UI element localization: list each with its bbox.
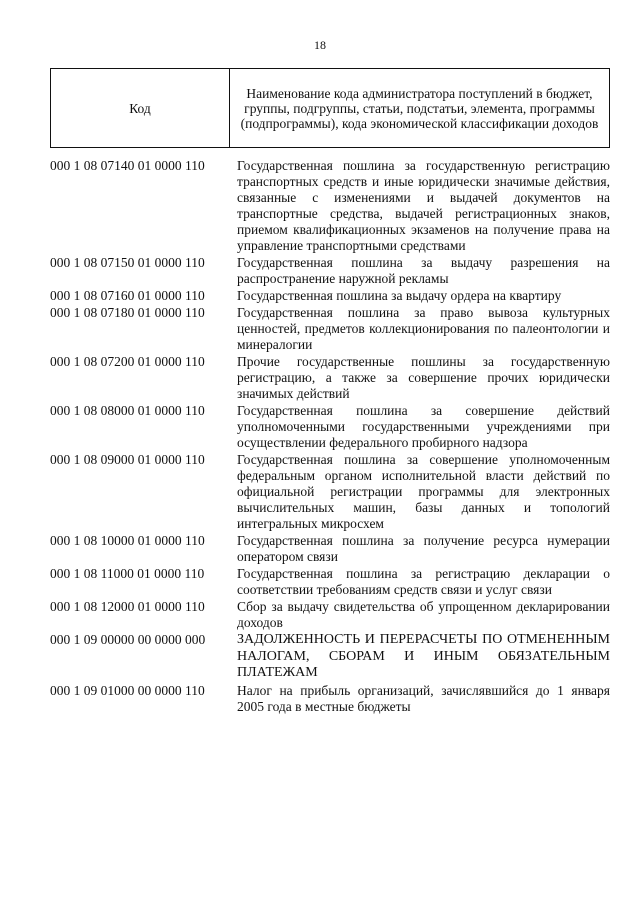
row-code: 000 1 09 01000 00 0000 110 [50, 682, 205, 698]
row-name: Государственная пошлина за государственную регистрацию транспортных средств и иные юридически значимые действия, связанные с изменениями и выдачей документов на транспортные средства, выдачей регистрационных знаков, приемом квалификационных экзаменов на получение права на управление транспортными средствами [237, 158, 610, 253]
row-name: Государственная пошлина за выдачу ордера на квартиру [237, 288, 562, 303]
table-row [50, 566, 610, 598]
row-name: Государственная пошлина за совершение уполномоченным федеральным органом исполнительной власти действий по официальной регистрации программы для электронных вычислительных машин, базы данных и топологий интегральных микросхем [237, 452, 610, 531]
row-code: 000 1 08 12000 01 0000 110 [50, 599, 205, 614]
row-code: 000 1 08 10000 01 0000 110 [50, 533, 205, 548]
row-name: Государственная пошлина за регистрацию декларации о соответствии требованиям средств связи и услуг связи [237, 566, 610, 597]
row-name: Государственная пошлина за совершение действий уполномоченными государственными учреждениями при осуществлении федерального пробирного надзора [237, 403, 610, 450]
row-code: 000 1 08 11000 01 0000 110 [50, 566, 205, 581]
table-row [50, 354, 610, 402]
table-row [50, 305, 610, 353]
row-code: 000 1 09 00000 00 0000 000 [50, 632, 206, 647]
table-row [50, 632, 610, 682]
row-name: Государственная пошлина за выдачу разрешения на распространение наружной рекламы [237, 255, 610, 286]
row-name: Государственная пошлина за право вывоза культурных ценностей, предметов коллекционирования по палеонтологии и минералогии [237, 305, 610, 352]
row-code: 000 1 08 07140 01 0000 110 [50, 158, 205, 173]
row-code: 000 1 08 07180 01 0000 110 [50, 305, 205, 320]
table-row [50, 533, 610, 565]
row-name: Сбор за выдачу свидетельства об упрощенном декларировании доходов [237, 599, 610, 630]
table-row [50, 403, 610, 451]
classification-table-header [50, 68, 610, 148]
table-row [50, 599, 610, 631]
row-name: Прочие государственные пошлины за государственную регистрацию, а также за совершение прочих юридически значимых действий [237, 354, 610, 401]
row-name: ЗАДОЛЖЕННОСТЬ И ПЕРЕРАСЧЕТЫ ПО ОТМЕНЕННЫМ НАЛОГАМ, СБОРАМ И ИНЫМ ОБЯЗАТЕЛЬНЫМ ПЛАТЕЖАМ [237, 632, 610, 680]
table-row [50, 288, 610, 304]
row-name: Налог на прибыль организаций, зачислявшийся до 1 января 2005 года в местные бюджеты [237, 682, 610, 714]
name-column-header: Наименование кода администратора поступлений в бюджет, группы, подгруппы, статьи, подстатьи, элемента, программы (подпрограммы), кода экономической классификации доходов [230, 69, 610, 148]
classification-rows [50, 158, 610, 716]
table-row [50, 683, 610, 715]
table-row [50, 158, 610, 254]
row-code: 000 1 08 07160 01 0000 110 [50, 288, 205, 303]
row-code: 000 1 08 08000 01 0000 110 [50, 403, 205, 418]
table-row [50, 452, 610, 532]
code-column-header: Код [51, 69, 230, 148]
row-name: Государственная пошлина за получение ресурса нумерации оператором связи [237, 533, 610, 564]
row-code: 000 1 08 07150 01 0000 110 [50, 255, 205, 270]
table-row [50, 255, 610, 287]
page-number: 18 [314, 38, 326, 52]
row-code: 000 1 08 07200 01 0000 110 [50, 354, 205, 369]
row-code: 000 1 08 09000 01 0000 110 [50, 452, 205, 467]
